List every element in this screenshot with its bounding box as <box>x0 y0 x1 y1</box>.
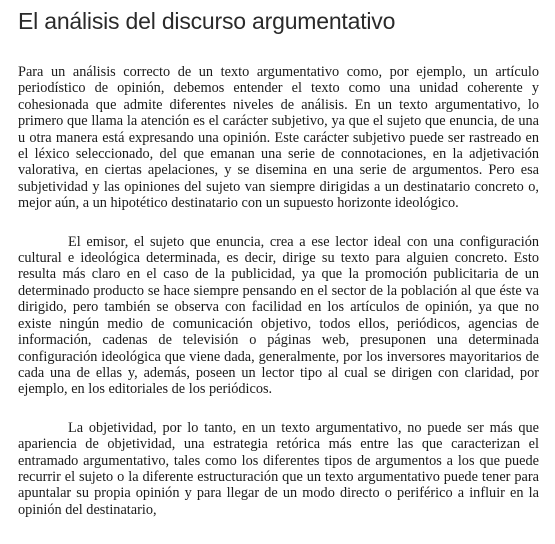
paragraph-2: El emisor, el sujeto que enuncia, crea a ese lector ideal con una configuración cultural e ideológica determinada, es decir, dirige su texto para alguien concreto. Esto resulta más claro en el caso de la publicidad, ya que la promoción publicitaria de un determinado producto se hace siempre pensando en el sector de la población al que éste va dirigido, pero también se observa con facilidad en los artículos de opinión, ya que no existe ningún medio de comunicación objetivo, todos ellos, periódicos, agencias de información, cadenas de televisión o páginas web, presuponen una determinada configuración ideológica que viene dada, generalmente, por los inversores mayoritarios de cada una de ellas y, además, poseen un lector tipo al cual se dirigen con claridad, por ejemplo, en los editoriales de los periódicos. <box>18 233 539 398</box>
document-title: El análisis del discurso argumentativo <box>18 8 396 34</box>
paragraph-3: La objetividad, por lo tanto, en un texto argumentativo, no puede ser más que apariencia de objetividad, una estrategia retórica más entre las que caracterizan el entramado argumentativo, tales como los diferentes tipos de argumentos a los que puede recurrir el sujeto o la diferente estructuración que un texto argumentativo puede tener para apuntalar su propia opinión y para llegar de un modo directo o periférico a influir en la opinión del destinatario, <box>18 419 539 518</box>
paragraph-1: Para un análisis correcto de un texto argumentativo como, por ejemplo, un artículo periodístico de opinión, debemos entender el texto como una unidad coherente y cohesionada que admite diferentes niveles de análisis. En un texto argumentativo, lo primero que llama la atención es el carácter subjetivo, ya que el sujeto que enuncia, de una u otra manera está expresando una opinión. Este carácter subjetivo puede ser rastreado en el léxico seleccionado, del que emanan una serie de connotaciones, en la adjetivación valorativa, en ciertas apelaciones, y se disemina en una serie de argumentos. Pero esa subjetividad y las opiniones del sujeto van siempre dirigidas a un destinatario concreto o, mejor aún, a un hipotético destinatario con un supuesto horizonte ideológico. <box>18 64 539 212</box>
